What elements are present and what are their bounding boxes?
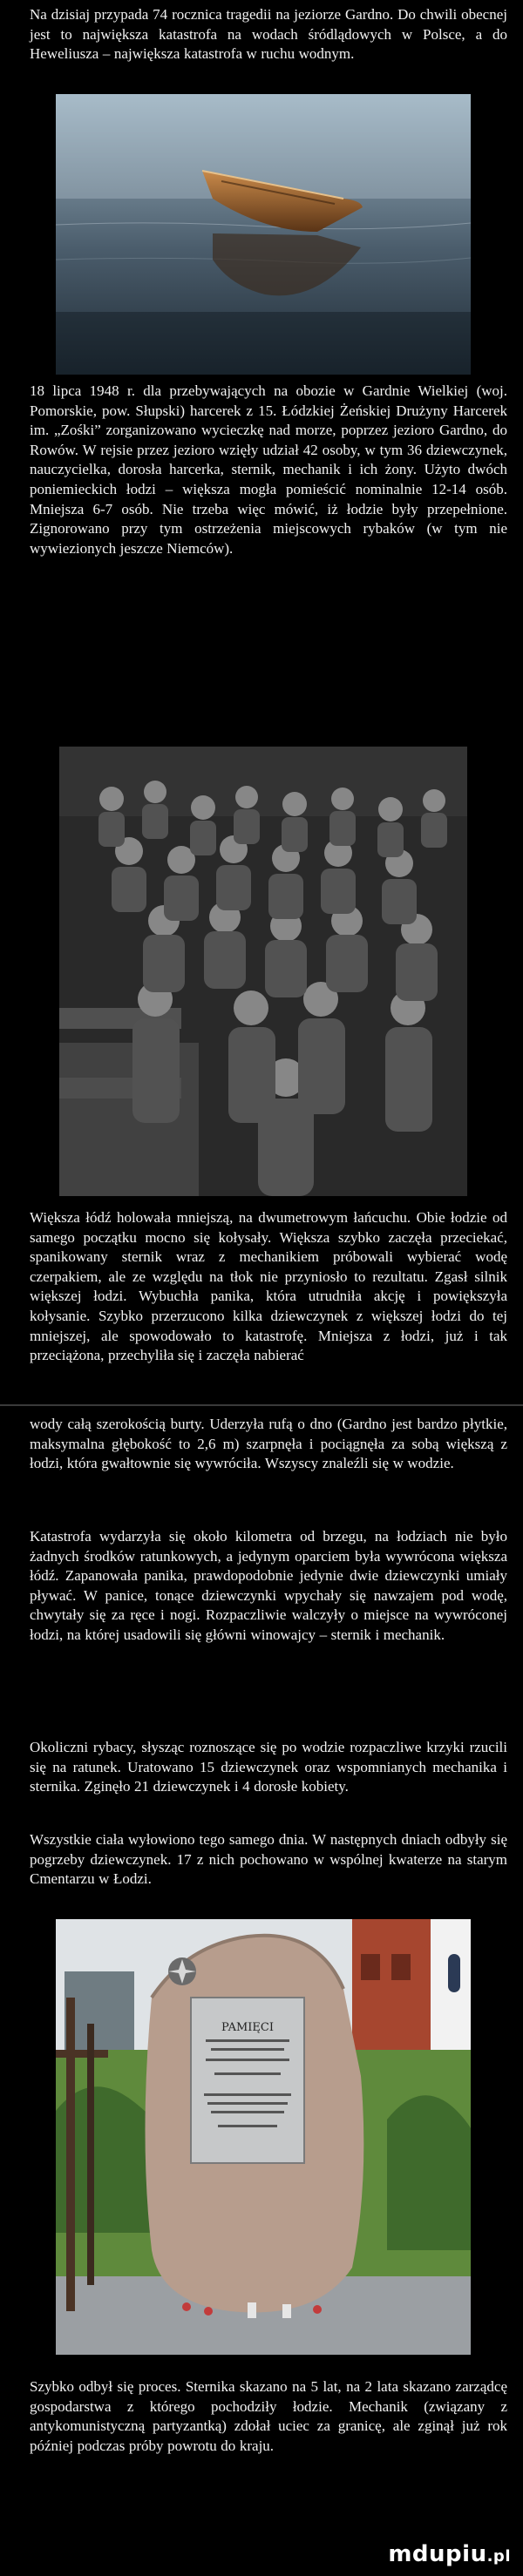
intro-paragraph: Na dzisiaj przypada 74 rocznica tragedii na jeziorze Gardno. Do chwili obecnej jest to największa katastrofa na wodach śródlądowych w Polsce, a do Heweliusza – największa katastrofa w ruchu wodnym. (30, 6, 507, 63)
funerals-paragraph: Wszystkie ciała wyłowiono tego samego dnia. W następnych dniach odbyły się pogrzeby dziewczynek. 17 z nich pochowano w wspólnej kwaterze na starym Cmentarzu w Łodzi. (30, 1831, 507, 1888)
sinking-paragraph: wody całą szerokością burty. Uderzyła rufą o dno (Gardno jest bardzo płytkie, maksymalna głębokość to 2,6 m) szarpnęła i pociągnęła za sobą większą z łodzi, która gwałtownie się wywróciła. Wszyscy znaleźli się w wodzie. (30, 1416, 507, 1472)
capsize-paragraph: Większa łódź holowała mniejszą, na dwumetrowym łańcuchu. Obie łodzie od samego początku mocno się kołysały. Większa szybko zaczęła przeciekać, spanikowany sternik wraz z mechanikiem próbowali wybierać wodę czerpakiem, ale ze względu na tłok nie przyniosło to rezultatu. Zgasł silnik większej łodzi. Wybuchła panika, która utrudniła akcję i powiększyła kołysanie. Szybko przerzucono kilka dziewczynek z większej łodzi do tej mniejszej, ale spowodowało to katastrofę. Mniejsza z łodzi, już i tak przeciążona, przechyliła się i zaczęła nabierać (30, 1209, 507, 1364)
memorial-stone-photo (56, 1919, 471, 2355)
girl-scouts-group-photo (59, 747, 467, 1196)
event-paragraph: 18 lipca 1948 r. dla przebywających na obozie w Gardnie Wielkiej (woj. Pomorskie, pow. Słupski) harcerek z 15. Łódzkiej Żeńskiej Drużyny Harcerek im. „Zośki” zorganizowano wycieczkę nad morze, poprzez jezioro Gardno, do Rowów. W rejsie przez jezioro wzięły udział 42 osoby, w tym 36 dziewczynek, nauczycielka, dorosła harcerka, sternik, mechanik i ich żony. Użyto dwóch poniemieckich łodzi – większa mogła pomieścić nominalnie 12-14 osób. Mniejsza 6-7 osób. Nie trzeba więc mówić, iż łodzie były przepełnione. Zignorowano przy tym ostrzeżenia miejscowych rybaków (w tym nie wywiezionych jeszcze Niemców). (30, 382, 507, 557)
lake-boat-photo (56, 94, 471, 375)
watermark (388, 2541, 511, 2567)
watermark-tld: .pl (486, 2547, 511, 2566)
watermark-brand: mdupiu (388, 2541, 487, 2567)
plaque-title: PAMIĘCI (221, 2021, 274, 2034)
victims-paragraph: Okoliczni rybacy, słysząc roznoszące się po wodzie rozpaczliwe krzyki rzucili się na ratunek. Uratowano 15 dziewczynek oraz wspomnianych mechanika i sternika. Zginęło 21 dziewczynek i 4 dorosłe kobiety. (30, 1739, 507, 1795)
section-divider (0, 1404, 523, 1406)
rescue-attempt-paragraph: Katastrofa wydarzyła się około kilometra od brzegu, na łodziach nie było żadnych środków ratunkowych, a jedynym oparciem była wywrócona większa łódź. Zapanowała panika, prawdopodobnie jedynie dwie dziewczynki umiały pływać. W panice, tonące dziewczynki wpychały się nawzajem pod wodę, chwytały się za ręce i nogi. Rozpaczliwie walczyły o miejsce na wywróconej łodzi, na której usadowili się główni winowajcy – sternik i mechanik. (30, 1528, 507, 1643)
trial-paragraph: Szybko odbył się proces. Sternika skazano na 5 lat, na 2 lata skazano zarządcę gospodarstwa z którego pochodziły łodzie. Mechanik (związany z antykomunistyczną partyzantką) zdołał uciec za granicę, ale zginął już rok później podczas próby powrotu do kraju. (30, 2378, 507, 2454)
